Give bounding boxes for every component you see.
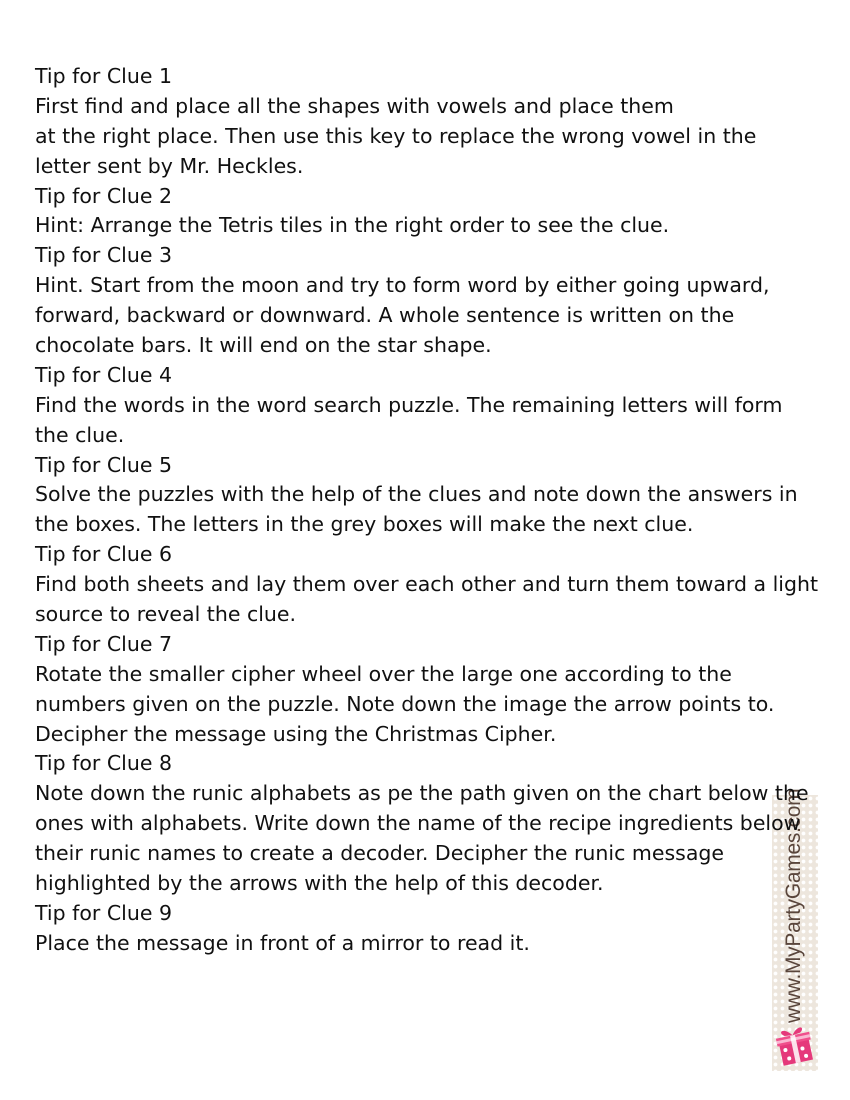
clue-9-heading: Tip for Clue 9 — [35, 900, 172, 925]
clue-7-heading: Tip for Clue 7 — [35, 631, 172, 656]
clue-8-text-line: highlighted by the arrows with the help of this decoder. — [35, 871, 604, 896]
clue-1-heading: Tip for Clue 1 — [35, 64, 172, 88]
clue-8-heading: Tip for Clue 8 — [35, 751, 172, 776]
clue-5-text-line: Solve the puzzles with the help of the clues and note down the answers in — [35, 482, 798, 507]
clue-7-text-line: numbers given on the puzzle. Note down the image the arrow points to. — [35, 691, 775, 716]
clue-2-heading: Tip for Clue 2 — [35, 183, 172, 208]
watermark-url: www.MyPartyGames.com — [782, 788, 805, 1023]
clue-3-heading: Tip for Clue 3 — [35, 243, 172, 268]
clue-4-heading: Tip for Clue 4 — [35, 362, 172, 387]
clue-3-text-line: chocolate bars. It will end on the star shape. — [35, 333, 492, 358]
clue-8-text-line: their runic names to create a decoder. Decipher the runic message — [35, 841, 725, 866]
clue-1-text-line: First find and place all the shapes with vowels and place them — [35, 93, 674, 118]
tips-document — [35, 62, 835, 959]
clue-8-text-line: Note down the runic alphabets as pe the path given on the chart below the — [35, 781, 809, 806]
clue-5-heading: Tip for Clue 5 — [35, 452, 172, 477]
clue-8-text-line: ones with alphabets. Write down the name of the recipe ingredients below — [35, 811, 801, 836]
clue-6-text-line: Find both sheets and lay them over each other and turn them toward a light — [35, 572, 819, 597]
clue-2-text-line: Hint: Arrange the Tetris tiles in the right order to see the clue. — [35, 213, 670, 238]
clue-1-text-line: letter sent by Mr. Heckles. — [35, 153, 304, 178]
clue-3-text-line: forward, backward or downward. A whole sentence is written on the — [35, 303, 735, 328]
clue-4-text-line: Find the words in the word search puzzle. The remaining letters will form — [35, 392, 783, 417]
clue-3-text-line: Hint. Start from the moon and try to form word by either going upward, — [35, 273, 770, 298]
clue-6-text-line: source to reveal the clue. — [35, 602, 297, 627]
clue-4-text-line: the clue. — [35, 422, 125, 447]
gift-icon — [774, 1023, 816, 1067]
clue-5-text-line: the boxes. The letters in the grey boxes will make the next clue. — [35, 512, 694, 537]
clue-7-text-line: Rotate the smaller cipher wheel over the large one according to the — [35, 661, 732, 686]
clue-9-text-line: Place the message in front of a mirror to read it. — [35, 930, 530, 955]
clue-6-heading: Tip for Clue 6 — [35, 542, 172, 567]
clue-7-text-line: Decipher the message using the Christmas Cipher. — [35, 721, 557, 746]
clue-1-text-line: at the right place. Then use this key to replace the wrong vowel in the — [35, 123, 757, 148]
